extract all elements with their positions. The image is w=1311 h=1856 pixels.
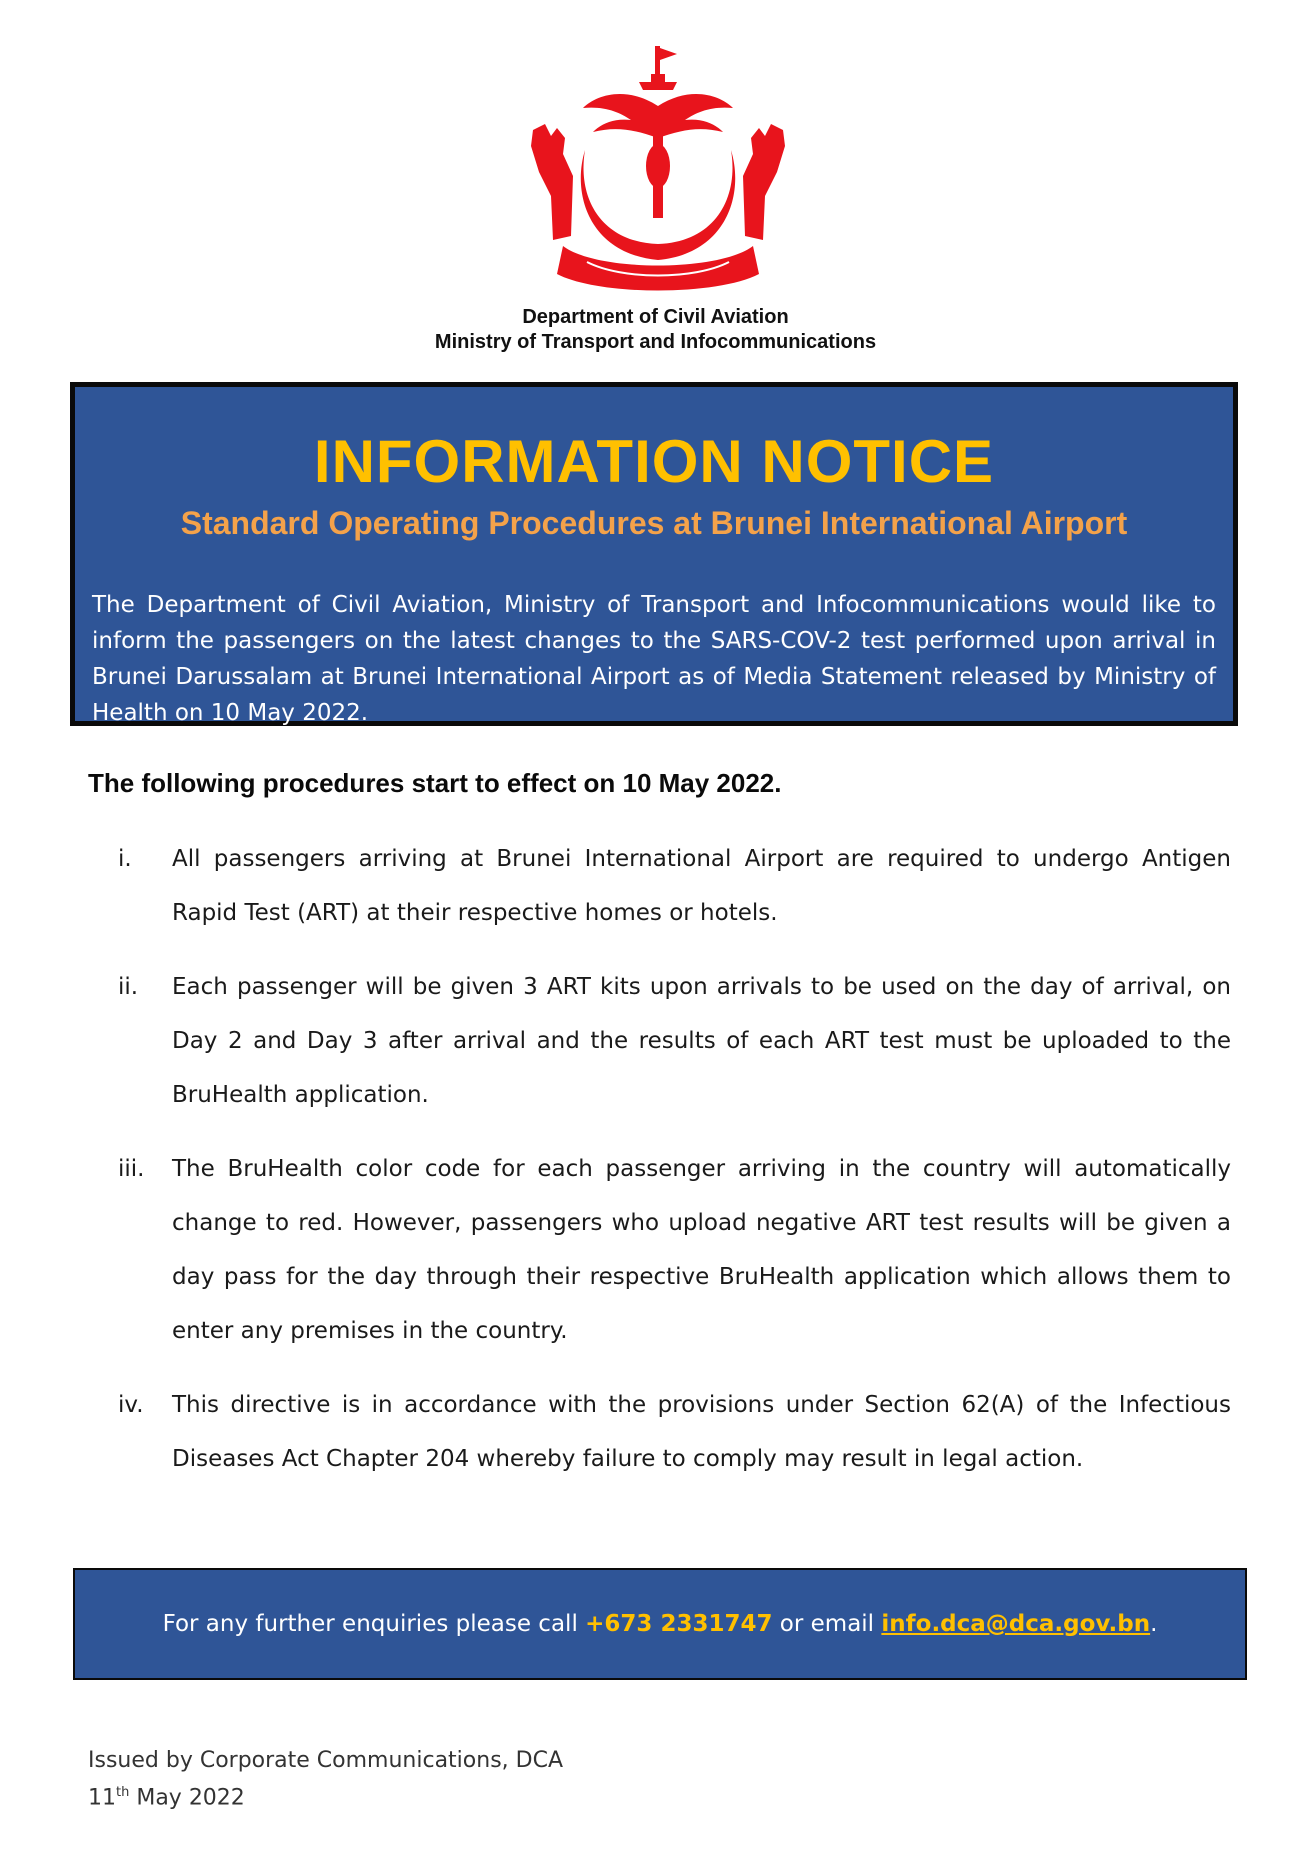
list-item [0, 960, 1311, 1122]
procedures-list [0, 832, 1311, 1506]
list-item-text: Each passenger will be given 3 ART kits upon arrivals to be used on the day of arrival, on Day 2 and Day 3 after arrival and the results of each ART test must be uploaded to the BruHealth application. [172, 974, 1231, 1108]
contact-box [73, 1568, 1247, 1680]
contact-phone[interactable]: +673 2331747 [585, 1611, 773, 1637]
information-notice-box [70, 382, 1238, 726]
issued-by-block [88, 1745, 563, 1814]
issued-by: Issued by Corporate Communications, DCA [88, 1748, 563, 1773]
notice-body: The Department of Civil Aviation, Ministry of Transport and Infocommunications would like to inform the passengers on the latest changes to the SARS-COV-2 test performed upon arrival in Brunei Darussalam at Brunei International Airport as of Media Statement released by Ministry of Health on 10 May 2022. [92, 592, 1216, 726]
list-item-number: ii. [118, 974, 139, 1000]
ministry-name: Ministry of Transport and Infocommunications [434, 331, 877, 353]
contact-middle: or email [772, 1611, 882, 1637]
list-item-text: This directive is in accordance with the provisions under Section 62(A) of the Infectious Diseases Act Chapter 204 whereby failure to comply may result in legal action. [172, 1392, 1231, 1472]
list-item [0, 1142, 1311, 1358]
list-item-text: The BruHealth color code for each passenger arriving in the country will automatically change to red. However, passengers who upload negative ART test results will be given a day pass for the day through their respective BruHealth application which allows them to enter any premises in the country. [172, 1156, 1231, 1344]
list-item-text: All passengers arriving at Brunei International Airport are required to undergo Antigen Rapid Test (ART) at their respective homes or hotels. [172, 846, 1231, 926]
issue-date-suffix: th [116, 1785, 130, 1800]
notice-subtitle: Standard Operating Procedures at Brunei International Airport [180, 505, 1128, 541]
notice-title: INFORMATION NOTICE [313, 428, 995, 495]
list-item [0, 1378, 1311, 1486]
issue-date [88, 1777, 563, 1814]
list-item [0, 832, 1311, 940]
department-name: Department of Civil Aviation [522, 306, 789, 328]
issue-date-day: 11 [88, 1785, 116, 1811]
contact-email-link[interactable]: info.dca@dca.gov.bn [881, 1611, 1151, 1637]
issue-date-rest: May 2022 [129, 1785, 245, 1811]
contact-prefix: For any further enquiries please call [162, 1611, 586, 1637]
list-item-number: i. [118, 846, 132, 872]
contact-suffix: . [1150, 1611, 1158, 1637]
list-item-number: iv. [118, 1392, 144, 1418]
list-item-number: iii. [118, 1156, 145, 1182]
procedures-heading: The following procedures start to effect on 10 May 2022. [88, 768, 782, 798]
brunei-emblem-icon [527, 46, 789, 296]
